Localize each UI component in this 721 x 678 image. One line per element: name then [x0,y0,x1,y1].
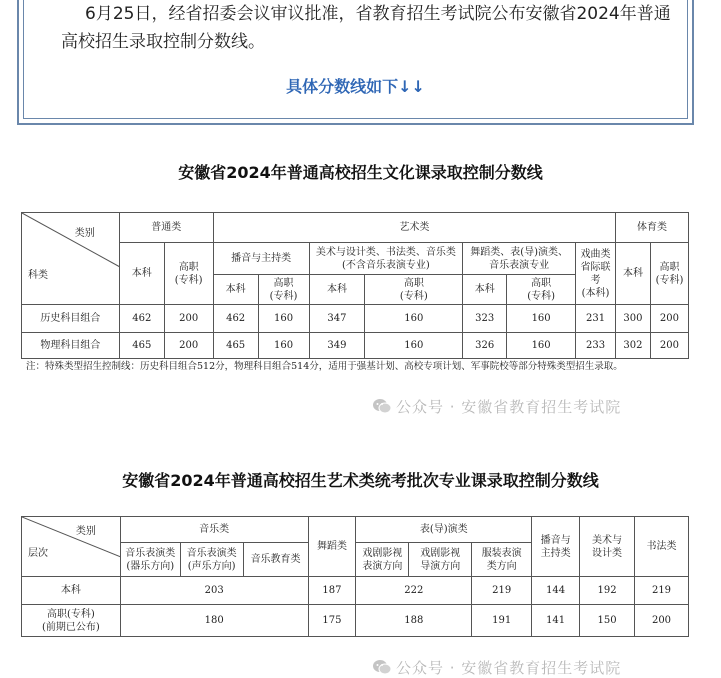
score-cell: 200 [650,333,688,359]
score-cell: 192 [580,577,635,605]
score-cell: 144 [532,577,580,605]
header-meishu: 美术与 设计类 [580,517,635,577]
notice-box [17,0,694,125]
row-label: 物理科目组合 [22,333,120,359]
header-xiqu: 戏曲类 省际联考 (本科) [576,243,616,305]
wechat-icon [372,398,392,414]
score-cell: 326 [463,333,507,359]
score-cell: 160 [507,305,576,333]
score-cell: 160 [507,333,576,359]
header-yinyue: 音乐类 [120,517,308,543]
table2-corner-cell [22,517,121,577]
art-score-table [21,516,689,637]
score-cell: 465 [213,333,258,359]
score-details-link[interactable]: 具体分数线如下↓↓ [286,77,425,96]
header-meishu: 美术与设计类、书法类、音乐类(不含音乐表演专业) [309,243,463,275]
row-label: 历史科目组合 [22,305,120,333]
header-yinyue-shengyue: 音乐表演类 (声乐方向) [180,543,243,577]
header-bochuan-gaozhi: 高职 (专科) [258,275,309,305]
watermark-text: 公众号 · 安徽省教育招生考试院 [396,659,622,677]
special-admission-note: 注：特殊类型招生控制线：历史科目组合512分，物理科目组合514分，适用于强基计划、高校专项计划、军事院校等部分特殊类型招生录取。 [26,361,623,372]
header-putong: 普通类 [119,213,213,243]
header-bochuan: 播音与主持类 [213,243,309,275]
header-yinyue-qiyue: 音乐表演类 (器乐方向) [120,543,180,577]
corner-category-label: 类别 [75,526,96,537]
header-bochuan-benke: 本科 [213,275,258,305]
score-cell: 160 [365,305,463,333]
header-tiyu: 体育类 [616,213,689,243]
score-cell: 302 [616,333,651,359]
header-tiyu-gaozhi: 高职 (专科) [650,243,688,305]
header-biaoyan-biaoyan: 戏剧影视 表演方向 [356,543,409,577]
watermark-1 [372,396,621,417]
score-cell: 175 [308,605,356,637]
header-tiyu-benke: 本科 [616,243,651,305]
score-cell: 203 [120,577,308,605]
header-biaoyan-daoyan: 戏剧影视 导演方向 [409,543,472,577]
header-putong-gaozhi: 高职 (专科) [164,243,213,305]
table-row [22,577,689,605]
score-cell: 462 [213,305,258,333]
score-cell: 160 [258,333,309,359]
score-cell: 231 [576,305,616,333]
header-biaoyan-fuzhuang: 服装表演 类方向 [472,543,532,577]
table-row [22,605,689,637]
corner-category-label: 类别 [74,228,95,239]
table-row [22,305,689,333]
corner-diagonal [22,213,120,305]
header-wudao: 舞蹈类 [308,517,356,577]
score-cell: 191 [472,605,532,637]
score-cell: 188 [356,605,472,637]
header-wudao: 舞蹈类、表(导)演类、音乐表演专业 [463,243,576,275]
row-label: 本科 [22,577,121,605]
score-cell: 160 [365,333,463,359]
score-cell: 187 [308,577,356,605]
watermark-2 [372,657,621,678]
score-cell: 200 [164,333,213,359]
header-wudao-benke: 本科 [463,275,507,305]
header-yishu: 艺术类 [213,213,615,243]
score-cell: 219 [472,577,532,605]
score-cell: 462 [119,305,164,333]
score-cell: 200 [650,305,688,333]
score-cell: 200 [635,605,689,637]
header-meishu-benke: 本科 [309,275,365,305]
header-yinyue-jiaoyu: 音乐教育类 [243,543,308,577]
score-cell: 200 [164,305,213,333]
score-cell: 233 [576,333,616,359]
table-row [22,333,689,359]
score-cell: 222 [356,577,472,605]
table1-title: 安徽省2024年普通高校招生文化课录取控制分数线 [178,163,543,182]
notice-text: 6月25日，经省招委会议审议批准，省教育招生考试院公布安徽省2024年普通高校招生录取控制分数线。 [61,4,671,52]
culture-score-table [21,212,689,359]
watermark-text: 公众号 · 安徽省教育招生考试院 [396,398,622,416]
score-cell: 180 [120,605,308,637]
corner-level-label: 层次 [28,548,48,559]
header-meishu-gaozhi: 高职 (专科) [365,275,463,305]
header-biaoyan: 表(导)演类 [356,517,532,543]
score-cell: 347 [309,305,365,333]
score-cell: 300 [616,305,651,333]
table2-title: 安徽省2024年普通高校招生艺术类统考批次专业课录取控制分数线 [122,471,599,490]
corner-subject-label: 科类 [28,270,48,281]
header-shufa: 书法类 [635,517,689,577]
table1-corner-cell [22,213,120,305]
score-cell: 150 [580,605,635,637]
score-cell: 349 [309,333,365,359]
header-wudao-gaozhi: 高职 (专科) [507,275,576,305]
row-label: 高职(专科) (前期已公布) [22,605,121,637]
score-cell: 219 [635,577,689,605]
header-boyin: 播音与 主持类 [532,517,580,577]
score-cell: 160 [258,305,309,333]
score-cell: 141 [532,605,580,637]
score-cell: 323 [463,305,507,333]
header-putong-benke: 本科 [119,243,164,305]
score-cell: 465 [119,333,164,359]
